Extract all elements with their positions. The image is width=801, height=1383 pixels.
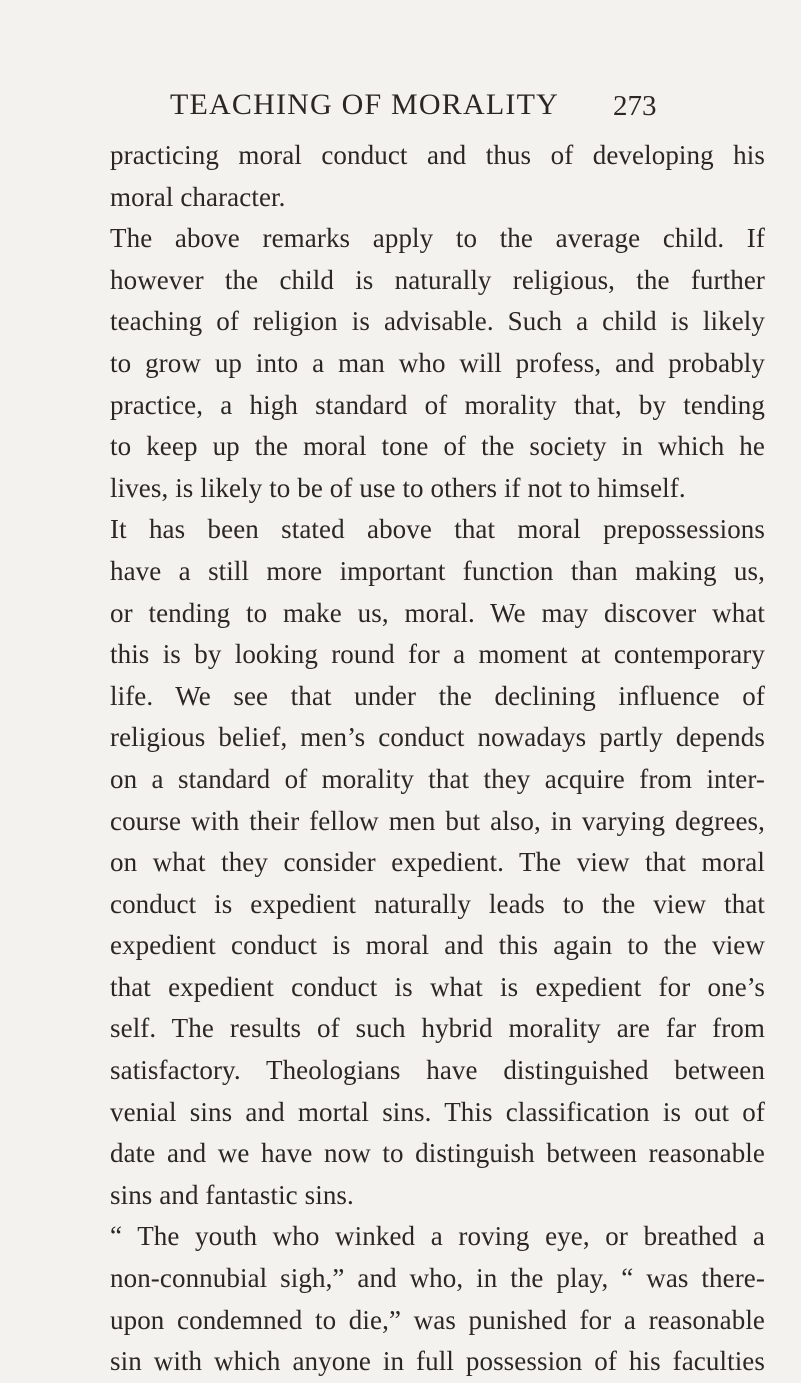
text-line: self. The results of such hybrid morality are far from	[110, 1013, 765, 1044]
text-line: expedient conduct is moral and this again to the view	[110, 930, 765, 961]
text-line: moral character.	[110, 181, 286, 212]
text-line: venial sins and mortal sins. This classification is out of	[110, 1096, 765, 1127]
page-header	[0, 88, 801, 128]
text-line: upon condemned to die,” was punished for a reasonable	[110, 1304, 765, 1335]
text-line: teaching of religion is advisable. Such a child is likely	[110, 306, 765, 337]
text-line: non-connubial sigh,” and who, in the play, “ was there-	[110, 1263, 765, 1294]
text-line: sins and fantastic sins.	[110, 1179, 354, 1210]
text-line: have a still more important function than making us,	[110, 555, 765, 586]
text-line: conduct is expedient naturally leads to the view that	[110, 888, 765, 919]
text-line: to grow up into a man who will profess, and probably	[110, 347, 765, 378]
body-text	[110, 135, 765, 1383]
text-line: that expedient conduct is what is expedient for one’s	[110, 971, 765, 1002]
text-line: course with their fellow men but also, in varying degrees,	[110, 805, 765, 836]
text-line: practicing moral conduct and thus of developing his	[110, 140, 765, 170]
text-line: however the child is naturally religious, the further	[110, 264, 765, 295]
text-line: on what they consider expedient. The view that moral	[110, 847, 765, 878]
text-line: life. We see that under the declining influence of	[110, 680, 765, 711]
text-line: this is by looking round for a moment at contemporary	[110, 639, 765, 670]
text-line: The above remarks apply to the average child. If	[110, 223, 765, 254]
text-line: practice, a high standard of morality that, by tending	[110, 389, 765, 420]
text-line: on a standard of morality that they acquire from inter-	[110, 763, 765, 794]
text-line: sin with which anyone in full possession of his faculties	[110, 1346, 765, 1377]
page-number: 273	[613, 90, 657, 122]
text-line: to keep up the moral tone of the society in which he	[110, 431, 765, 462]
text-line: It has been stated above that moral prepossessions	[110, 514, 765, 545]
text-line: lives, is likely to be of use to others if not to himself.	[110, 472, 686, 503]
running-head: TEACHING OF MORALITY	[170, 88, 559, 121]
text-line: or tending to make us, moral. We may discover what	[110, 597, 765, 628]
text-line: satisfactory. Theologians have distinguished between	[110, 1055, 765, 1086]
text-line: religious belief, men’s conduct nowadays partly depends	[110, 722, 765, 753]
text-line: date and we have now to distinguish between reasonable	[110, 1138, 765, 1169]
text-line: “ The youth who winked a roving eye, or breathed a	[110, 1221, 765, 1252]
